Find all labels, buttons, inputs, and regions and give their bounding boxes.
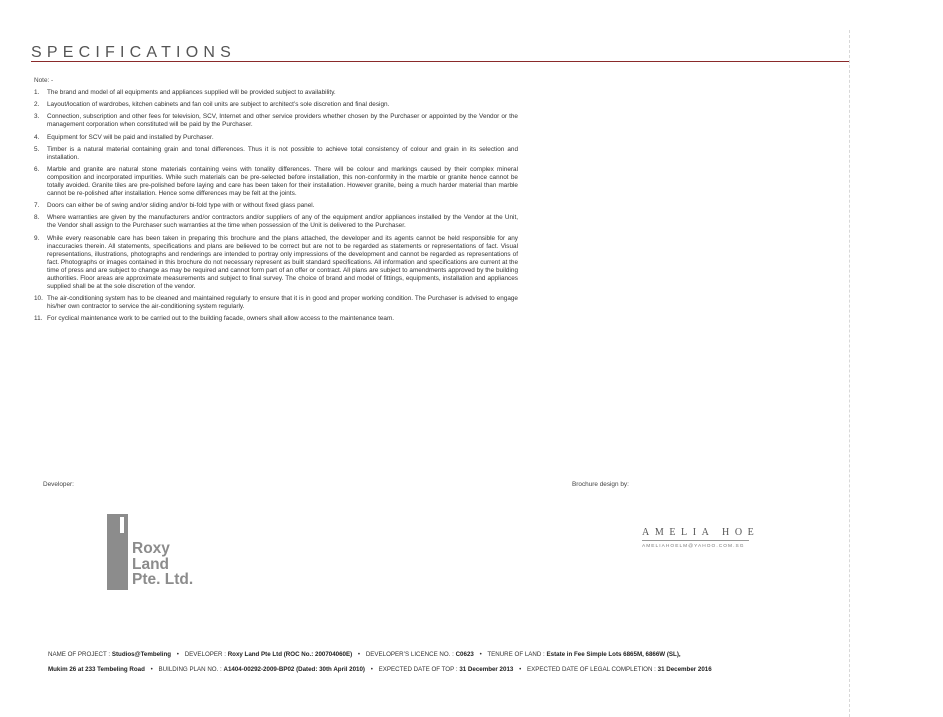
spec-item xyxy=(34,134,518,142)
building-plan-label: BUILDING PLAN NO. : xyxy=(158,666,222,673)
bullet-separator: • xyxy=(519,666,522,673)
spec-item xyxy=(34,295,518,311)
designer-divider xyxy=(642,540,749,541)
designer-logo xyxy=(642,527,760,549)
spec-item xyxy=(34,166,518,198)
spec-item-number: 11. xyxy=(34,314,43,322)
footer-line-1 xyxy=(48,647,768,662)
spec-item xyxy=(34,113,518,129)
project-particulars-footer xyxy=(48,647,768,677)
spec-item-number: 5. xyxy=(34,145,40,153)
spec-item xyxy=(34,315,518,323)
project-value: Studios@Tembeling xyxy=(111,651,172,658)
spec-item xyxy=(34,89,518,97)
spec-item-text: The air-conditioning system has to be cleaned and maintained regularly to ensure that it is in good and proper working condition. The Purchaser is advised to engage his/her own contractor to service the air-conditioning system regularly. xyxy=(47,294,518,310)
brochure-designer-label: Brochure design by: xyxy=(572,481,629,488)
developer-logo xyxy=(107,514,207,594)
spec-item-text: For cyclical maintenance work to be carried out to the building facade, owners shall allow access to the maintenance team. xyxy=(47,314,395,322)
licence-label: DEVELOPER’S LICENCE NO. : xyxy=(365,651,454,658)
spec-item-number: 2. xyxy=(34,101,40,109)
spec-item-text: Equipment for SCV will be paid and installed by Purchaser. xyxy=(47,133,214,141)
top-date-label: EXPECTED DATE OF TOP : xyxy=(378,666,458,673)
top-date-value: 31 December 2013 xyxy=(459,666,514,673)
spec-item-text: Marble and granite are natural stone materials containing veins with tonality differences. There will be colour and markings caused by their complex mineral composition and incorporated impurities. While such materials can be pre-selected before installation, this non-conformity in the marble or granite hence cannot be totally avoided. Granite tiles are pre-polished before laying and care has been taken for their installation. However granite, being a much harder material than marble cannot be re-polished after installation. Hence some differences may be felt at the joints. xyxy=(47,165,518,197)
bullet-separator: • xyxy=(176,651,179,658)
tenure-label: TENURE OF LAND : xyxy=(487,651,545,658)
developer-logo-text xyxy=(132,541,193,588)
spec-item xyxy=(34,235,518,291)
spec-item-text: Timber is a natural material containing grain and tonal differences. Thus it is not possible to achieve total consistency of colour and grain in its selection and installation. xyxy=(47,145,518,161)
spec-item-text: Where warranties are given by the manufacturers and/or contractors and/or suppliers of any of the equipment and/or appliances installed by the Vendor at the Unit, the Vendor shall assign to the Purchaser such warranties at the time when possession of the Unit is delivered to the Purchaser. xyxy=(47,214,518,230)
mukim-value: Mukim 26 at 233 Tembeling Road xyxy=(48,666,145,673)
spec-item-number: 1. xyxy=(34,89,40,96)
spec-item-number: 10. xyxy=(34,294,43,302)
spec-item xyxy=(34,214,518,230)
logo-line-3: Pte. Ltd. xyxy=(132,571,194,588)
spec-item-number: 4. xyxy=(34,133,40,141)
developer-footer-label: DEVELOPER : xyxy=(184,651,226,658)
title-divider xyxy=(31,61,849,62)
spec-item-text: Connection, subscription and other fees for television, SCV, Internet and other service providers whether chosen by the Purchaser or appointed by the Vendor or the management corporation when constituted will be paid by the Purchaser. xyxy=(47,113,518,129)
bullet-separator: • xyxy=(370,666,373,673)
spec-item xyxy=(34,202,518,210)
spec-item-text: Layout/location of wardrobes, kitchen cabinets and fan coil units are subject to architect’s sole discretion and final design. xyxy=(47,101,390,109)
tenure-value: Estate in Fee Simple Lots 6865M, 6866W (SL), xyxy=(546,651,681,658)
licence-value: C0623 xyxy=(455,651,474,658)
spec-item-text: The brand and model of all equipments and appliances supplied will be provided subject to availability. xyxy=(47,89,336,96)
page-edge-divider xyxy=(849,30,850,717)
designer-name: AMELIA HOE xyxy=(642,527,760,538)
spec-item-text: While every reasonable care has been taken in preparing this brochure and the plans attached, the developer and its agents cannot be held responsible for any inaccuracies therein. All statements, specifications and plans are believed to be correct but are not to be regarded as statements or representations of fact. Visual representations, illustrations, photographs and renderings are intended to portray only impressions of the development and cannot be regarded as representations of fact. Photographs or images contained in this brochure do not necessary represent as built standard specifications. All information and specifications are current at the time of press and are subject to change as may be required and cannot form part of an offer or contract. All plans are subject to amendments approved by the building authorities. Floor areas are approximate measurements and subject to final survey. The choice of brand and model of fittings, equipments, installation and appliances supplied shall be at the sole discretion of the vendor. xyxy=(47,234,518,290)
project-label: NAME OF PROJECT : xyxy=(48,651,111,658)
spec-item-number: 7. xyxy=(34,202,40,210)
note-label: Note: - xyxy=(34,77,54,84)
logo-bar-mark xyxy=(107,514,128,590)
legal-completion-label: EXPECTED DATE OF LEGAL COMPLETION : xyxy=(526,666,656,673)
spec-item xyxy=(34,146,518,162)
building-plan-value: A1404-00292-2009-BP02 (Dated: 30th April 2010) xyxy=(223,666,365,673)
legal-completion-value: 31 December 2016 xyxy=(657,666,712,673)
developer-label: Developer: xyxy=(43,481,74,488)
designer-email: AMELIAHOELM@YAHOO.COM.SG xyxy=(642,544,745,549)
footer-line-2 xyxy=(48,662,768,677)
bullet-separator: • xyxy=(150,666,153,673)
spec-item-text: Doors can either be of swing and/or sliding and/or bi-fold type with or without fixed glass panel. xyxy=(47,202,315,210)
spec-item-number: 8. xyxy=(34,214,40,222)
logo-line-1: Roxy xyxy=(132,540,170,557)
page-title: SPECIFICATIONS xyxy=(31,44,236,61)
spec-item-number: 3. xyxy=(34,113,40,121)
bullet-separator: • xyxy=(479,651,482,658)
developer-footer-value: Roxy Land Pte Ltd (ROC No.: 200704060E) xyxy=(227,651,353,658)
logo-line-2: Land xyxy=(132,555,170,573)
spec-item-number: 6. xyxy=(34,165,40,173)
spec-item-number: 9. xyxy=(34,234,40,242)
spec-item xyxy=(34,101,518,109)
bullet-separator: • xyxy=(357,651,361,658)
specifications-list xyxy=(34,89,518,327)
